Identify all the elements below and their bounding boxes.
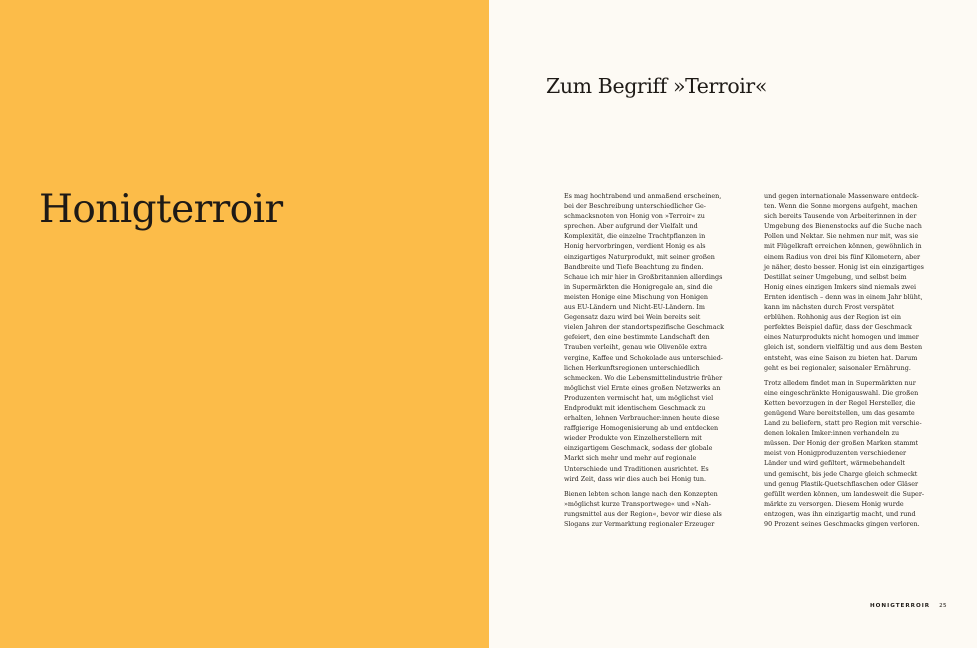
paragraph: und gegen internationale Massenware entdeck- ten. Wenn die Sonne morgens aufgeht, machen sich bereits Tausende von Arbeiterinnen in der Umgebung des Bienenstocks auf die Suche nach Pollen und Nektar. Sie nehmen nur mit, was sie mit Flügelkraft erreichen können, gewöhnlich in einem Radius von drei bis fünf Kilometern, aber je näher, desto besser. Honig ist ein einzigartiges Destillat seiner Umgebung, und selbst beim Honig eines einzigen Imkers sind niemals zwei Ernten identisch – denn was in einem Jahr blüht, kann im nächsten durch Frost verspätet erblühen. Rohhonig aus der Region ist ein perfektes Beispiel dafür, dass der Geschmack eines Naturprodukts nicht homogen und immer gleich ist, sondern vielfältig und aus dem Besten entsteht, was eine Saison zu bieten hat. Darum geht es bei regionaler, saisonaler Ernährung.	[764, 192, 924, 372]
running-title: HONIGTERROIR	[870, 603, 931, 609]
paragraph: Es mag hochtrabend und anmaßend erscheinen, bei der Beschreibung unterschiedlicher Ge- schmacksnoten von Honig von »Terroir« zu sprechen. Aber aufgrund der Vielfalt und Komplexität, die einzelne Trachtpflanzen in Honig hervorbringen, verdient Honig es als einzigartiges Naturprodukt, mit seiner großen Bandbreite und Tiefe Beachtung zu finden. Schaue ich mir hier in Großbritannien allerdings in Supermärkten die Honigregale an, sind die meisten Honige eine Mischung von Honigen aus EU-Ländern und Nicht-EU-Ländern. Im Gegensatz dazu wird bei Wein bereits seit vielen Jahren der standortspezifische Geschmack gefeiert, den eine bestimmte Landschaft den Trauben verleiht, genau wie Olivenöle extra vergine, Kaffee und Schokolade aus unterschied- lichen Herkunftsregionen unterschiedlich schmecken. Wo die Lebensmittelindustrie früher möglichst viel Ernte eines großen Netzwerks an Produzenten vermischt hat, um möglichst viel Endprodukt mit identischem Geschmack zu erhalten, lehnen Verbraucher:innen heute diese raffgierige Homogenisierung ab und entdecken wieder Produkte von Einzelherstellern mit einzigartigem Geschmack, sodass der globale Markt sich mehr und mehr auf regionale Unterschiede und Traditionen ausrichtet. Es wird Zeit, dass wir dies auch bei Honig tun.	[564, 192, 724, 483]
paragraph: Trotz alledem findet man in Supermärkten nur eine eingeschränkte Honigauswahl. Die großen Ketten bevorzugen in der Regel Hersteller, die genügend Ware bereitstellen, um das gesamte Land zu beliefern, statt pro Region mit verschie- denen lokalen Imker:innen verhandeln zu müssen. Der Honig der großen Marken stammt meist von Honigproduzenten verschiedener Länder und wird gefiltert, wärmebehandelt und gemischt, bis jede Charge gleich schmeckt und genug Plastik-Quetschflaschen oder Gläser gefüllt werden können, um landesweit die Super- märkte zu versorgen. Diesem Honig wurde entzogen, was ihn einzigartig macht, und rund 90 Prozent seines Geschmacks gingen verloren.	[764, 378, 925, 528]
paragraph: Bienen lebten schon lange nach den Konzepten »möglichst kurze Transportwege« und »Nah- rungsmittel aus der Region«, bevor wir diese als Slogans zur Vermarktung regionaler Erzeuger	[564, 489, 722, 528]
page-footer	[870, 603, 947, 609]
text-column-left	[564, 191, 744, 534]
section-heading: Zum Begriff »Terroir«	[546, 74, 767, 98]
page-number: 25	[939, 603, 947, 609]
right-page	[489, 0, 977, 648]
text-column-right	[764, 191, 944, 534]
chapter-title: Honigterroir	[39, 187, 283, 232]
